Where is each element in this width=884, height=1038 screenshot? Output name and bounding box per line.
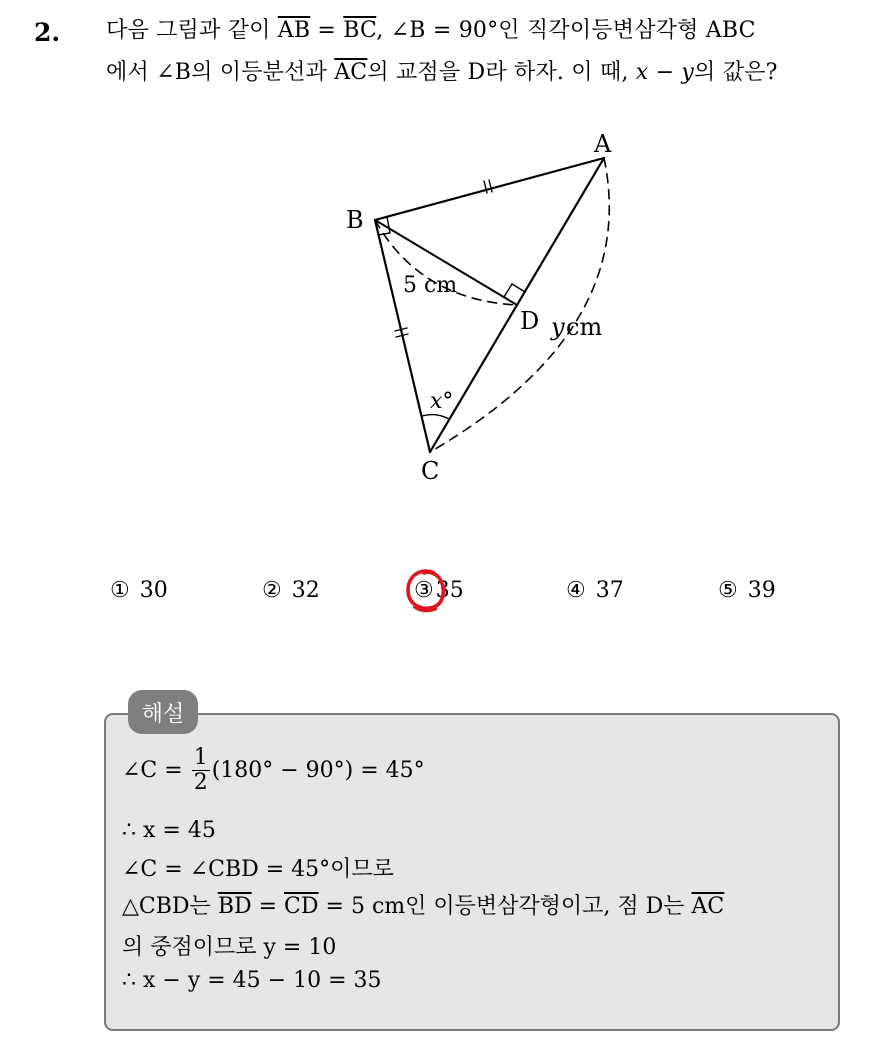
label-b: B	[346, 206, 364, 234]
solution-line-2: ∴ x = 45	[122, 818, 216, 843]
choice-3-mark: ③	[414, 578, 434, 603]
segment-bc: $\overline{BC}$	[343, 18, 377, 43]
choice-5-value: 39	[747, 578, 776, 603]
solution-line-3: ∠C = ∠CBD = 45°이므로	[122, 857, 394, 882]
choice-1[interactable]	[110, 578, 168, 603]
choice-3-value: 35	[435, 578, 464, 603]
choice-4-mark: ④	[566, 578, 586, 603]
question-text-line-1	[106, 16, 756, 46]
segment-cd: $\overline{CD}$	[284, 894, 319, 919]
question-text-line-2	[106, 58, 778, 88]
q2-pre: 에서 ∠B의 이등분선과	[106, 60, 335, 85]
sol-l4-mid: = 5 cm인 이등변삼각형이고, 점 D는	[318, 894, 692, 919]
solution-tag: 해설	[128, 690, 198, 734]
fraction-numerator: 1	[193, 745, 208, 770]
triangle-figure	[330, 118, 650, 488]
q1-post: , ∠B = 90°인 직각이등변삼각형 ABC	[376, 18, 756, 43]
solution-line-1	[122, 746, 425, 795]
choice-5-mark: ⑤	[718, 578, 738, 603]
segment-bd: $\overline{BD}$	[217, 894, 252, 919]
angle-arc-c	[422, 415, 449, 419]
solution-line-4	[122, 889, 724, 920]
fraction-denominator: 2	[193, 770, 208, 795]
sol-l4-eq: =	[251, 894, 285, 919]
choice-2-value: 32	[291, 578, 320, 603]
label-bd-length: 5 cm	[403, 273, 458, 298]
q1-pre: 다음 그림과 같이	[106, 18, 278, 43]
segment-ac-solution: $\overline{AC}$	[691, 894, 725, 919]
selected-answer-mark	[404, 567, 448, 613]
solution-line-6: ∴ x − y = 45 − 10 = 35	[122, 968, 382, 993]
choice-4[interactable]	[566, 578, 624, 603]
label-a: A	[594, 130, 612, 158]
segment-ac: $\overline{AC}$	[334, 60, 368, 85]
solution-line-5: 의 중점이므로 y = 10	[122, 935, 337, 960]
segment-ab: $\overline{AB}$	[277, 18, 311, 43]
q2-post: 의 값은?	[694, 60, 778, 85]
tick-ab-2	[489, 180, 492, 192]
choice-1-value: 30	[139, 578, 168, 603]
label-y: y	[551, 313, 565, 341]
fraction-half	[192, 746, 210, 795]
label-x: x°	[430, 389, 454, 414]
sol-l1-pre: ∠C =	[122, 758, 190, 783]
question-number: 2.	[34, 18, 61, 47]
label-c: C	[421, 457, 440, 485]
sol-l4-pre: △CBD는	[122, 894, 218, 919]
sol-l1-post: (180° − 90°) = 45°	[211, 758, 425, 783]
choice-2[interactable]	[262, 578, 320, 603]
side-ab	[375, 158, 604, 220]
choice-1-mark: ①	[110, 578, 130, 603]
choice-2-mark: ②	[262, 578, 282, 603]
label-d: D	[520, 307, 540, 335]
choice-4-value: 37	[595, 578, 624, 603]
label-y-unit: cm	[566, 313, 603, 341]
q2-expr: x − y	[635, 60, 695, 85]
q1-eq: =	[310, 18, 344, 43]
q2-mid: 의 교점을 D라 하자. 이 때,	[367, 60, 636, 85]
choice-5[interactable]	[718, 578, 776, 603]
